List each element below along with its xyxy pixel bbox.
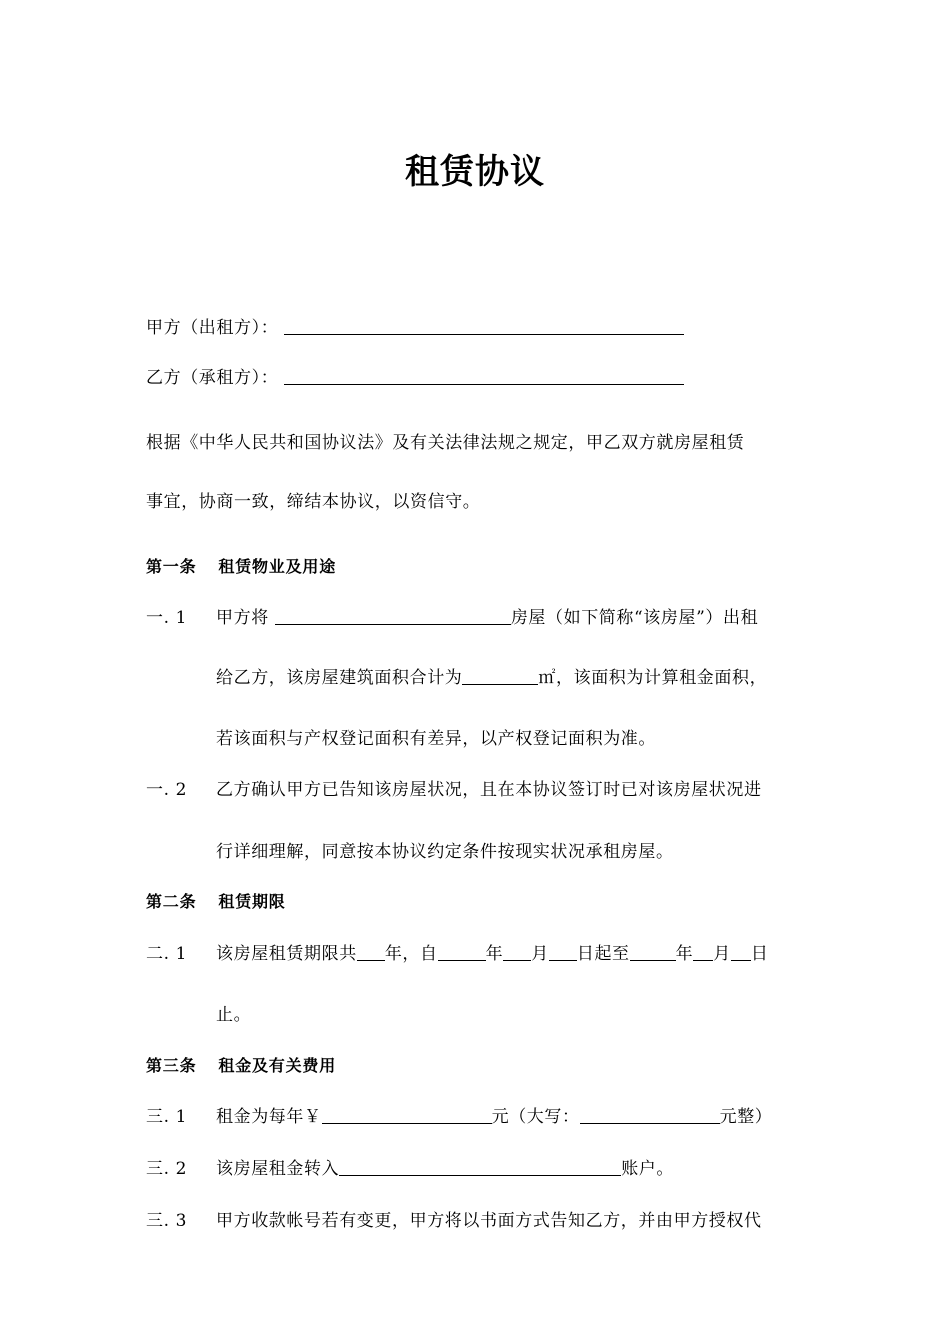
article-2-heading [146,890,286,914]
clause-text: 月 [531,944,549,964]
clause-number: 一. 1 [146,608,188,628]
party-a-line [146,316,684,340]
clause-3-1 [146,1105,772,1129]
article-3-heading [146,1054,336,1078]
annual-rent-blank[interactable] [322,1105,492,1124]
property-address-blank[interactable] [275,606,511,625]
clause-text: 乙方确认甲方已告知该房屋状况，且在本协议签订时已对该房屋状况进 [216,780,762,800]
clause-text: 年 [485,944,504,964]
start-year-blank[interactable] [438,942,486,961]
clause-text: 日 [750,944,769,964]
clause-number: 三. 3 [146,1211,188,1231]
party-b-label: 乙方（承租方）： [146,368,279,388]
end-month-blank[interactable] [693,942,713,961]
clause-text: 日起至 [576,944,630,964]
start-month-blank[interactable] [503,942,531,961]
clause-1-1 [146,606,758,630]
clause-text: ㎡，该面积为计算租金面积， [538,668,768,688]
clause-text: 该房屋租金转入 [216,1159,340,1179]
clause-3-2 [146,1157,674,1181]
end-day-blank[interactable] [731,942,751,961]
article-3-title: 租金及有关费用 [218,1056,337,1075]
clause-1-2-line-2: 行详细理解，同意按本协议约定条件按现实状况承租房屋。 [216,842,674,862]
clause-text: 年 [675,944,694,964]
clause-1-1-line-3: 若该面积与产权登记面积有差异，以产权登记面积为准。 [216,729,656,749]
clause-text: 该房屋租赁期限共 [216,944,357,964]
article-3-number: 第三条 [146,1056,197,1075]
clause-text: 年，自 [384,944,438,964]
clause-text: 甲方收款帐号若有变更，甲方将以书面方式告知乙方，并由甲方授权代 [216,1211,762,1231]
article-1-number: 第一条 [146,557,197,576]
party-a-blank[interactable] [284,316,684,335]
bank-account-blank[interactable] [339,1157,621,1176]
article-2-title: 租赁期限 [218,892,286,911]
preamble-line-2: 事宜，协商一致，缔结本协议，以资信守。 [146,492,481,512]
clause-text: 元整） [719,1107,773,1127]
clause-1-2 [146,778,762,802]
clause-text: 账户。 [621,1159,675,1179]
clause-text: 给乙方，该房屋建筑面积合计为 [216,668,463,688]
area-blank[interactable] [462,666,538,685]
party-b-line [146,366,684,390]
clause-number: 一. 2 [146,780,188,800]
start-day-blank[interactable] [549,942,577,961]
preamble-line-1: 根据《中华人民共和国协议法》及有关法律法规之规定，甲乙双方就房屋租赁 [146,433,745,453]
article-1-title: 租赁物业及用途 [218,557,337,576]
clause-text: 甲方将 [216,608,275,628]
end-year-blank[interactable] [630,942,676,961]
article-2-number: 第二条 [146,892,197,911]
rent-in-words-blank[interactable] [580,1105,720,1124]
clause-number: 三. 1 [146,1107,188,1127]
party-a-label: 甲方（出租方）： [146,318,279,338]
clause-text: 租金为每年￥ [216,1107,322,1127]
clause-text: 元（大写： [491,1107,580,1127]
clause-2-1 [146,942,768,966]
clause-1-1-line-2 [216,666,767,690]
document-title: 租赁协议 [405,152,545,192]
clause-number: 三. 2 [146,1159,188,1179]
article-1-heading [146,555,336,579]
clause-text: 房屋（如下简称“该房屋”）出租 [510,608,759,628]
term-years-blank[interactable] [357,942,385,961]
party-b-blank[interactable] [284,366,684,385]
clause-text: 月 [713,944,731,964]
clause-3-3 [146,1209,762,1233]
clause-number: 二. 1 [146,944,188,964]
clause-2-1-line-2: 止。 [216,1005,252,1025]
